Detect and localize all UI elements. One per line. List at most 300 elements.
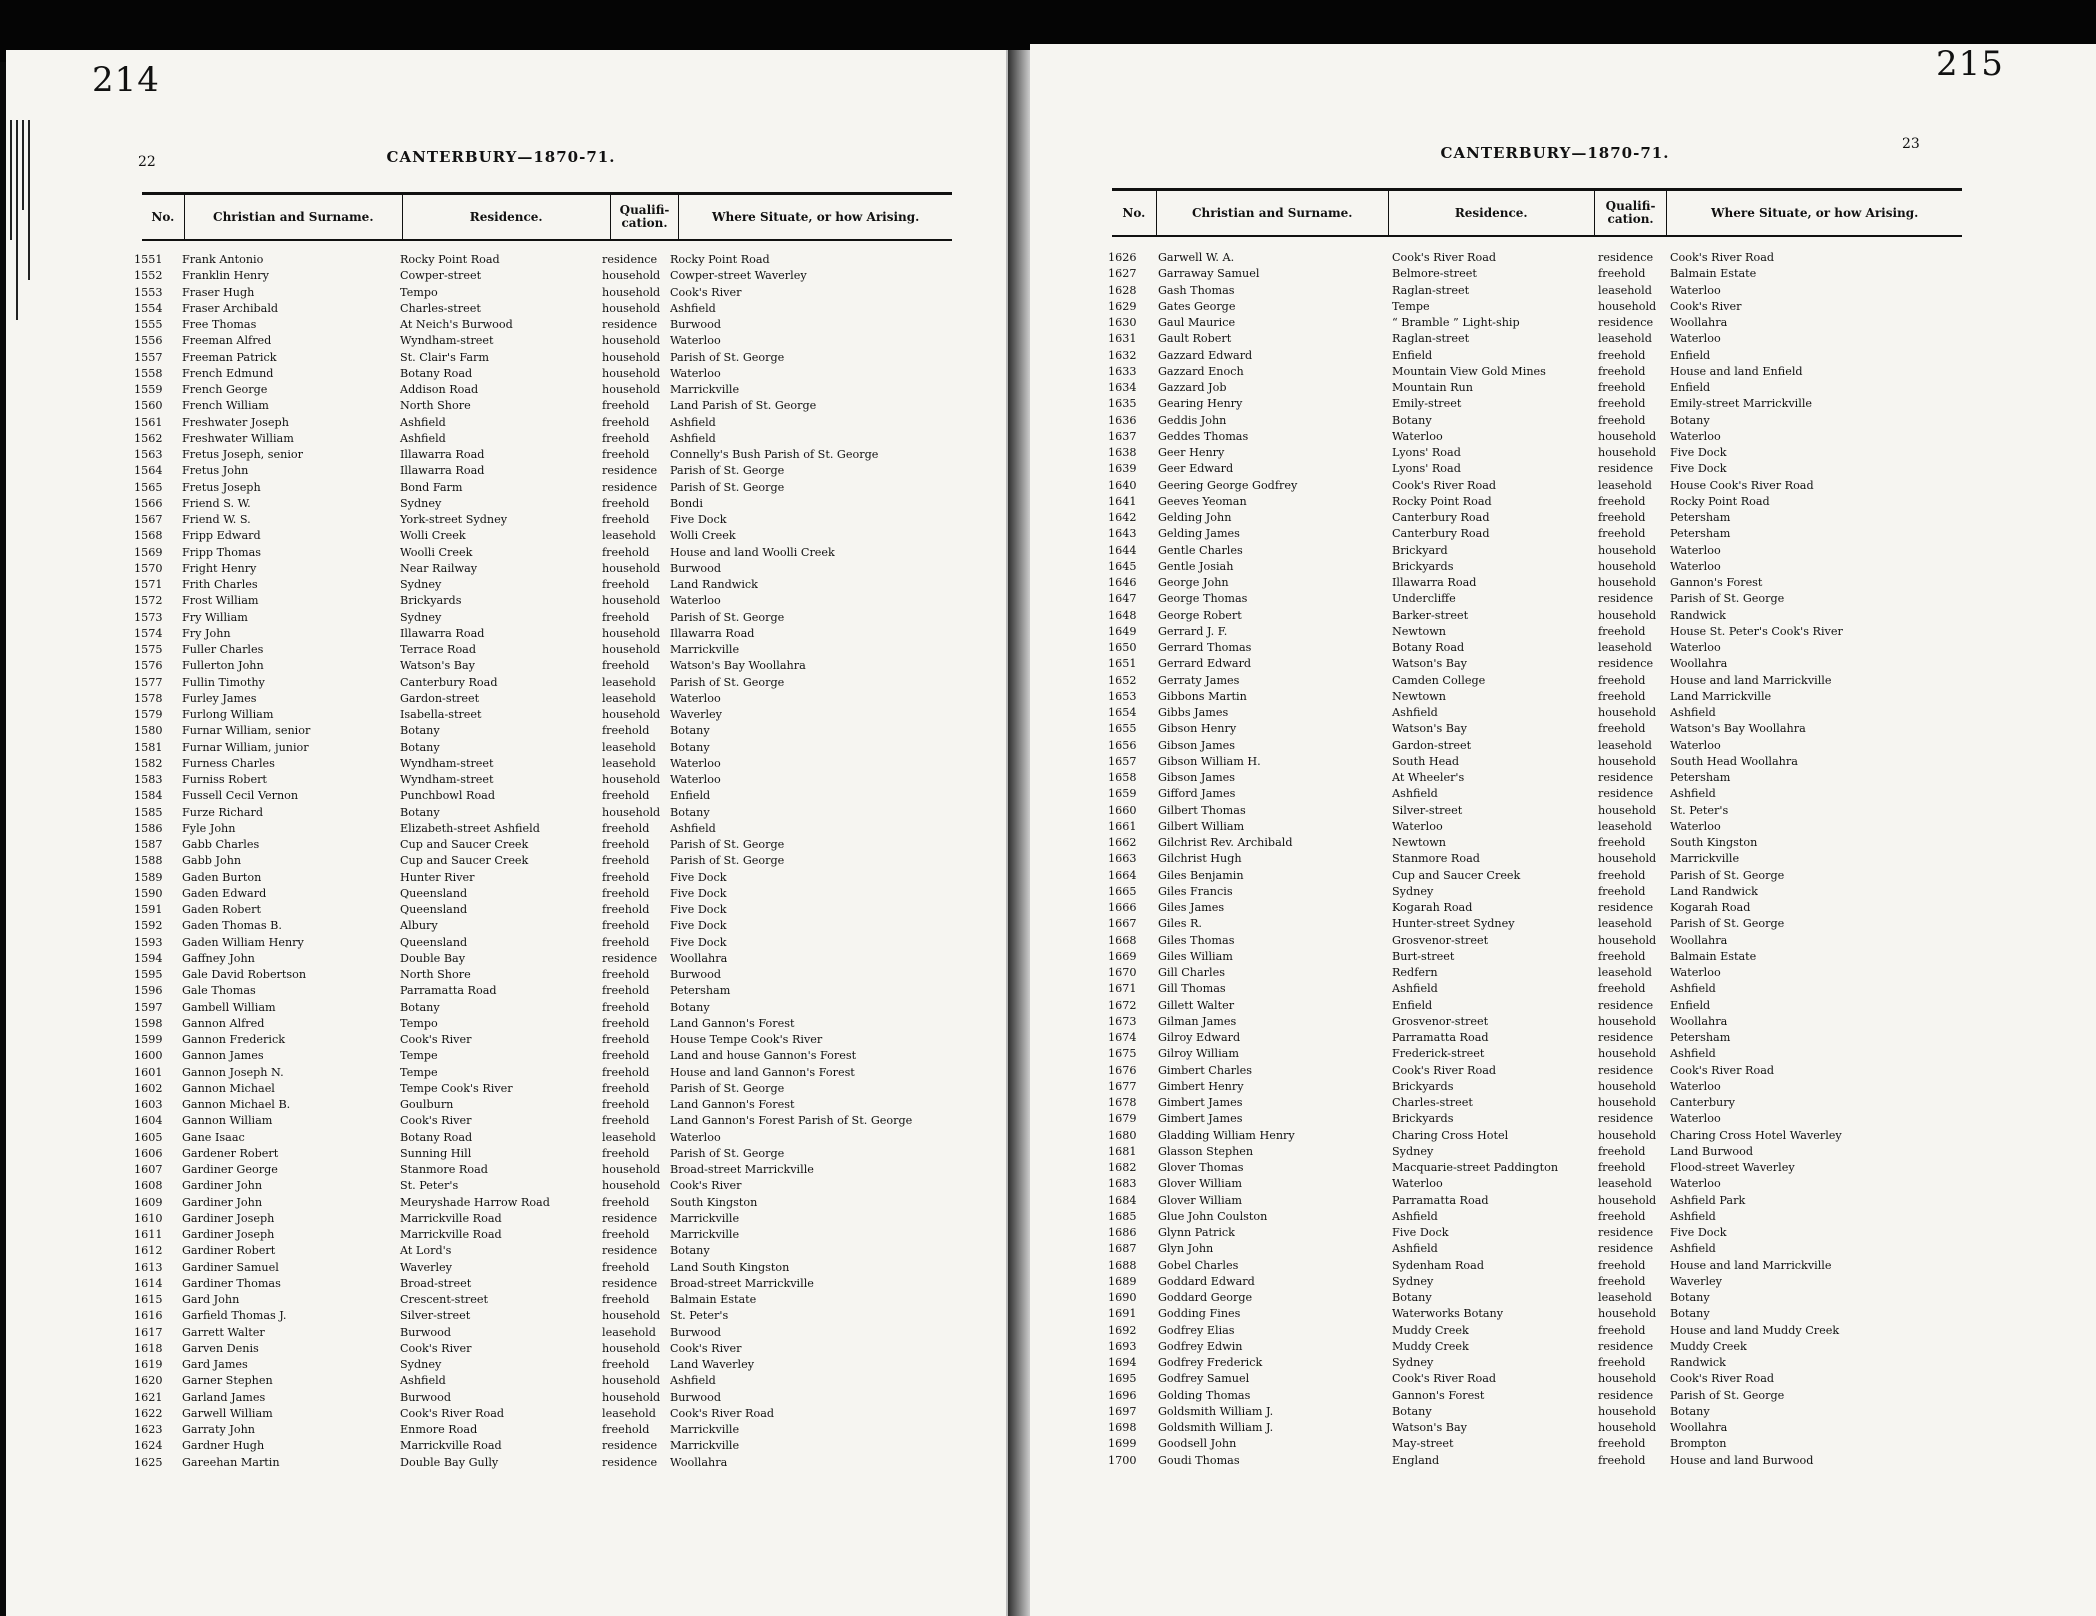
entry-where: Woollahra	[1670, 933, 1728, 947]
entry-residence: Newtown	[1392, 836, 1446, 849]
entry-name: Gilroy William	[1158, 1047, 1239, 1061]
header-where: Where Situate, or how Arising.	[1711, 205, 1919, 220]
entry-where: Petersham	[1670, 1031, 1731, 1044]
entry-number: 1645	[1108, 559, 1137, 573]
entry-where: Ashfield	[670, 431, 716, 445]
table-row	[1108, 299, 1970, 315]
entry-number: 1674	[1108, 1031, 1137, 1044]
entry-number: 1564	[134, 464, 163, 478]
entry-number: 1619	[134, 1358, 163, 1371]
entry-number: 1623	[134, 1423, 163, 1436]
entry-name: Gaffney John	[182, 951, 255, 965]
entry-name: Freeman Alfred	[182, 334, 272, 348]
table-row	[134, 252, 950, 268]
entry-number: 1679	[1108, 1112, 1137, 1126]
table-row	[134, 1357, 950, 1373]
table-row	[1108, 1128, 1970, 1144]
entry-qualification: household	[602, 594, 661, 608]
entry-name: Gardner Hugh	[182, 1439, 265, 1453]
entry-name: Frank Antonio	[182, 253, 264, 266]
entry-name: Fraser Hugh	[182, 285, 255, 299]
entry-residence: Enmore Road	[400, 1423, 478, 1436]
entry-name: Gaul Maurice	[1158, 316, 1236, 329]
table-row	[1108, 1258, 1970, 1274]
entry-number: 1680	[1108, 1128, 1137, 1142]
entry-residence: Waterloo	[1392, 1177, 1443, 1191]
entry-number: 1650	[1108, 641, 1137, 654]
entry-name: Gaden Robert	[182, 903, 261, 916]
table-row	[1108, 331, 1970, 347]
entry-residence: Parramatta Road	[1392, 1031, 1489, 1044]
entry-where: Ashfield	[1670, 1209, 1716, 1223]
entry-qualification: freehold	[1598, 1437, 1646, 1451]
entry-where: Randwick	[1670, 608, 1726, 622]
entry-name: Gannon Michael	[182, 1081, 275, 1095]
entry-name: Gates George	[1158, 299, 1236, 313]
entry-where: Marrickville	[1670, 852, 1740, 866]
table-row	[1108, 738, 1970, 754]
entry-name: Gobel Charles	[1158, 1258, 1239, 1272]
table-row	[1108, 315, 1970, 331]
entry-name: Gannon Joseph N.	[182, 1065, 284, 1079]
entry-residence: Watson's Bay	[1392, 1421, 1467, 1434]
entry-where: Charing Cross Hotel Waverley	[1670, 1128, 1842, 1142]
entry-qualification: freehold	[1598, 1161, 1646, 1174]
table-row	[1108, 283, 1970, 299]
entry-residence: Sunning Hill	[400, 1146, 472, 1160]
entry-name: Goudi Thomas	[1158, 1453, 1240, 1467]
entry-number: 1672	[1108, 998, 1137, 1012]
entry-where: St. Peter's	[1670, 803, 1729, 817]
entry-number: 1592	[134, 919, 163, 933]
entry-number: 1643	[1108, 527, 1137, 541]
entry-name: Godding Fines	[1158, 1307, 1241, 1321]
entry-number: 1601	[134, 1065, 163, 1079]
table-row	[134, 1406, 950, 1422]
entry-where: Broad-street Marrickville	[670, 1163, 814, 1176]
table-row	[1108, 689, 1970, 705]
entry-number: 1555	[134, 318, 163, 331]
entry-residence: North Shore	[400, 968, 471, 981]
entry-qualification: residence	[1598, 592, 1654, 606]
table-row	[134, 1178, 950, 1194]
entry-name: Gimbert Henry	[1158, 1079, 1244, 1093]
entry-where: Waterloo	[670, 334, 721, 348]
entry-name: Gilbert Thomas	[1158, 803, 1246, 817]
table-row	[1108, 998, 1970, 1014]
table-row	[1108, 624, 1970, 640]
entry-residence: Kogarah Road	[1392, 901, 1473, 914]
entry-qualification: freehold	[1598, 348, 1646, 362]
entry-qualification: freehold	[602, 431, 650, 445]
entry-where: Watson's Bay Woollahra	[670, 659, 806, 673]
entry-residence: Undercliffe	[1392, 592, 1456, 606]
table-row	[134, 610, 950, 626]
table-row	[134, 463, 950, 479]
entry-name: Gilchrist Rev. Archibald	[1158, 836, 1293, 849]
entry-name: Godfrey Frederick	[1158, 1356, 1263, 1369]
table-row	[134, 382, 950, 398]
table-row	[134, 1000, 950, 1016]
entry-qualification: residence	[1598, 998, 1654, 1012]
entry-where: Cook's River	[670, 285, 742, 299]
entry-number: 1597	[134, 1000, 163, 1014]
entry-qualification: freehold	[602, 1081, 650, 1095]
entry-where: House and land Woolli Creek	[670, 545, 835, 559]
table-row	[134, 642, 950, 658]
entry-where: Ashfield	[1670, 1047, 1716, 1061]
entry-name: Geer Henry	[1158, 446, 1225, 459]
table-row	[1108, 1160, 1970, 1176]
entry-residence: Brickyards	[400, 594, 462, 608]
table-row	[1108, 510, 1970, 526]
entry-number: 1602	[134, 1081, 163, 1095]
entry-name: Freshwater Joseph	[182, 415, 289, 429]
entry-name: Furley James	[182, 691, 257, 705]
entry-qualification: household	[1598, 852, 1657, 866]
table-row	[134, 333, 950, 349]
entry-residence: Queensland	[400, 903, 468, 916]
entry-residence: Sydenham Road	[1392, 1258, 1485, 1272]
entry-qualification: residence	[1598, 1031, 1654, 1044]
entry-where: Waterloo	[670, 691, 721, 705]
entry-residence: Ashfield	[1392, 706, 1438, 719]
entry-name: Garner Stephen	[182, 1374, 273, 1388]
entry-where: Woollahra	[1670, 316, 1728, 329]
entry-qualification: household	[1598, 803, 1657, 817]
entry-residence: Enfield	[1392, 998, 1433, 1012]
entry-qualification: residence	[1598, 1226, 1654, 1239]
table-header	[1112, 188, 1962, 237]
entry-where: Waterloo	[1670, 641, 1721, 654]
entry-name: Frith Charles	[182, 578, 258, 591]
entry-qualification: leasehold	[1598, 966, 1652, 979]
entry-residence: Albury	[400, 919, 438, 933]
entry-qualification: freehold	[602, 659, 650, 673]
entry-qualification: residence	[602, 253, 658, 266]
table-header	[142, 192, 952, 241]
entry-residence: At Wheeler's	[1392, 771, 1465, 784]
entry-where: Waterloo	[1670, 738, 1721, 752]
entry-residence: Cook's River	[400, 1033, 472, 1046]
entry-name: Gibbons Martin	[1158, 689, 1247, 703]
entry-residence: At Neich's Burwood	[400, 318, 513, 331]
entry-where: House and land Enfield	[1670, 364, 1803, 378]
entry-residence: Marrickville Road	[400, 1211, 502, 1225]
table-row	[1108, 1193, 1970, 1209]
entry-name: Gambell William	[182, 1000, 276, 1014]
entry-qualification: leasehold	[602, 691, 656, 705]
entry-number: 1678	[1108, 1096, 1137, 1109]
entry-where: House and land Marrickville	[1670, 1258, 1832, 1272]
entry-number: 1699	[1108, 1437, 1137, 1451]
page-edge-marks	[6, 120, 36, 360]
entry-where: Ashfield	[1670, 982, 1716, 996]
entry-number: 1642	[1108, 511, 1137, 524]
entry-qualification: freehold	[602, 1065, 650, 1079]
entry-residence: Illawarra Road	[1392, 576, 1477, 589]
entry-name: Fuller Charles	[182, 643, 264, 656]
entry-qualification: leasehold	[602, 675, 656, 689]
entry-number: 1617	[134, 1325, 163, 1339]
table-row	[134, 1048, 950, 1064]
entry-where: House and land Marrickville	[1670, 673, 1832, 687]
entry-residence: Charles-street	[1392, 1096, 1473, 1109]
entry-qualification: leasehold	[1598, 819, 1652, 833]
entry-qualification: freehold	[602, 724, 650, 738]
entry-residence: Waterloo	[1392, 819, 1443, 833]
entry-number: 1604	[134, 1114, 163, 1128]
entry-number: 1599	[134, 1033, 163, 1046]
entry-number: 1686	[1108, 1226, 1137, 1239]
entry-qualification: leasehold	[1598, 478, 1652, 492]
entry-number: 1682	[1108, 1161, 1137, 1174]
entry-qualification: freehold	[602, 838, 650, 851]
table-row	[1108, 526, 1970, 542]
entry-qualification: household	[602, 805, 661, 819]
table-row	[134, 772, 950, 788]
entry-residence: Terrace Road	[400, 643, 477, 656]
table-row	[1108, 1225, 1970, 1241]
entry-residence: Woolli Creek	[400, 545, 473, 559]
entry-qualification: household	[602, 773, 661, 786]
table-row	[1108, 1176, 1970, 1192]
entry-residence: Cook's River Road	[1392, 478, 1497, 492]
entry-qualification: household	[1598, 933, 1657, 947]
table-row	[1108, 494, 1970, 510]
entry-qualification: freehold	[602, 1293, 650, 1306]
entry-name: Gearing Henry	[1158, 397, 1243, 411]
entry-where: Land Marrickville	[1670, 689, 1772, 703]
entry-name: Gimbert Charles	[1158, 1063, 1253, 1077]
table-row	[134, 951, 950, 967]
entry-name: Giles R.	[1158, 917, 1202, 931]
table-row	[134, 1113, 950, 1129]
entry-name: Giles William	[1158, 949, 1233, 963]
entry-where: Botany	[670, 724, 710, 738]
entry-where: Ashfield	[670, 1374, 716, 1388]
entry-number: 1689	[1108, 1274, 1137, 1288]
entry-number: 1626	[1108, 251, 1137, 264]
table-row	[1108, 1355, 1970, 1371]
entry-number: 1692	[1108, 1323, 1137, 1337]
entry-qualification: household	[1598, 429, 1657, 443]
header-qualification: Qualifi-cation.	[1595, 191, 1668, 235]
entry-residence: Wyndham-street	[400, 756, 494, 770]
entry-number: 1559	[134, 383, 163, 396]
book-gutter	[1006, 50, 1030, 1616]
entry-name: Gardiner Robert	[182, 1244, 276, 1258]
entry-residence: Cup and Saucer Creek	[1392, 868, 1521, 882]
table-row	[1108, 981, 1970, 997]
entry-residence: Sydney	[1392, 1274, 1434, 1288]
entry-where: Waterloo	[670, 366, 721, 380]
table-row	[134, 1390, 950, 1406]
entry-where: Connelly's Bush Parish of St. George	[670, 448, 879, 461]
table-row	[134, 1341, 950, 1357]
entry-name: Friend S. W.	[182, 496, 251, 510]
table-row	[1108, 1274, 1970, 1290]
entry-name: Fullerton John	[182, 659, 264, 673]
entry-where: Gannon's Forest	[1670, 576, 1763, 589]
entry-where: Waterloo	[1670, 1177, 1721, 1191]
entry-where: Emily-street Marrickville	[1670, 397, 1813, 411]
entry-qualification: leasehold	[602, 1325, 656, 1339]
entry-residence: Botany Road	[400, 1130, 473, 1144]
entry-number: 1663	[1108, 852, 1137, 866]
entry-residence: Cook's River Road	[1392, 251, 1497, 264]
entry-where: Waterloo	[1670, 332, 1721, 346]
entry-residence: Waverley	[400, 1260, 453, 1274]
entry-qualification: freehold	[602, 1049, 650, 1063]
entry-where: Cowper-street Waverley	[670, 269, 807, 283]
entry-number: 1611	[134, 1228, 163, 1241]
table-row	[1108, 1095, 1970, 1111]
entry-where: Waverley	[1670, 1274, 1723, 1288]
entry-name: Gannon William	[182, 1114, 273, 1128]
entry-name: Giles Francis	[1158, 884, 1233, 898]
entry-name: Gazzard Enoch	[1158, 364, 1244, 378]
entry-qualification: leasehold	[1598, 1177, 1652, 1191]
table-row	[134, 1260, 950, 1276]
table-row	[1108, 608, 1970, 624]
entry-where: House and land Gannon's Forest	[670, 1065, 855, 1079]
entry-number: 1632	[1108, 348, 1137, 362]
entry-name: Glover William	[1158, 1193, 1242, 1207]
entry-where: Petersham	[1670, 527, 1731, 541]
entry-residence: Grosvenor-street	[1392, 933, 1489, 947]
entry-name: Gash Thomas	[1158, 283, 1235, 297]
entry-name: George John	[1158, 576, 1229, 589]
entry-residence: Mountain Run	[1392, 381, 1473, 394]
table-row	[1108, 1420, 1970, 1436]
entry-name: Gentle Charles	[1158, 543, 1243, 557]
entry-number: 1675	[1108, 1047, 1137, 1061]
entry-name: Gill Charles	[1158, 966, 1225, 979]
entry-where: Botany	[1670, 1404, 1710, 1418]
entry-name: George Thomas	[1158, 592, 1248, 606]
entry-where: Petersham	[1670, 511, 1731, 524]
entry-name: Geering George Godfrey	[1158, 478, 1298, 492]
entry-qualification: household	[1598, 754, 1657, 768]
entry-qualification: residence	[1598, 251, 1654, 264]
entry-number: 1567	[134, 513, 163, 526]
entry-where: Petersham	[670, 984, 731, 998]
table-row	[134, 1146, 950, 1162]
entry-number: 1598	[134, 1016, 163, 1030]
entry-where: Burwood	[670, 1325, 721, 1339]
entry-name: Gannon Alfred	[182, 1016, 265, 1030]
entry-number: 1627	[1108, 267, 1137, 281]
entry-residence: Stanmore Road	[1392, 852, 1480, 866]
entry-number: 1685	[1108, 1209, 1137, 1223]
table-row	[134, 528, 950, 544]
entry-residence: Brickyards	[1392, 1112, 1454, 1126]
entry-qualification: residence	[602, 1244, 658, 1258]
table-row	[1108, 1371, 1970, 1387]
entry-residence: Elizabeth-street Ashfield	[400, 821, 540, 835]
entry-number: 1629	[1108, 299, 1137, 313]
entry-name: Gibson James	[1158, 771, 1236, 784]
table-row	[1108, 1030, 1970, 1046]
entry-number: 1688	[1108, 1258, 1137, 1272]
entry-residence: Tempe	[1392, 299, 1430, 313]
entry-residence: Brickyards	[1392, 1079, 1454, 1093]
entry-residence: At Lord's	[400, 1244, 452, 1258]
entry-name: Gardiner John	[182, 1179, 263, 1193]
entry-qualification: household	[602, 285, 661, 299]
entry-number: 1588	[134, 854, 163, 868]
entry-name: Gilman James	[1158, 1014, 1237, 1028]
entry-number: 1583	[134, 773, 163, 786]
entry-name: Gardiner George	[182, 1163, 278, 1176]
entry-name: Gaden Edward	[182, 886, 267, 900]
entry-residence: Illawarra Road	[400, 448, 485, 461]
entry-qualification: freehold	[602, 1195, 650, 1209]
entry-residence: Grosvenor-street	[1392, 1014, 1489, 1028]
entry-number: 1639	[1108, 462, 1137, 476]
entry-where: Waterloo	[1670, 1079, 1721, 1093]
table-row	[1108, 1144, 1970, 1160]
entry-qualification: residence	[1598, 1388, 1654, 1402]
entry-number: 1635	[1108, 397, 1137, 411]
entry-residence: Bond Farm	[400, 480, 463, 494]
entry-name: Garfield Thomas J.	[182, 1309, 287, 1323]
entry-where: Land and house Gannon's Forest	[670, 1049, 857, 1063]
entry-name: Gazzard Edward	[1158, 348, 1253, 362]
entry-where: Brompton	[1670, 1437, 1727, 1451]
entry-qualification: freehold	[602, 854, 650, 868]
entry-number: 1625	[134, 1455, 163, 1469]
entry-residence: Mountain View Gold Mines	[1392, 364, 1546, 378]
entry-number: 1563	[134, 448, 163, 461]
entry-residence: Tempo	[400, 285, 438, 299]
entry-name: Fripp Edward	[182, 529, 261, 543]
entry-where: Land Randwick	[1670, 884, 1758, 898]
entry-qualification: household	[1598, 608, 1657, 622]
entry-residence: Barker-street	[1392, 608, 1469, 622]
entry-qualification: freehold	[1598, 1144, 1646, 1158]
table-row	[1108, 884, 1970, 900]
entry-where: Cook's River Road	[1670, 1372, 1775, 1386]
entry-name: Garrett Walter	[182, 1325, 265, 1339]
table-row	[1108, 835, 1970, 851]
entry-name: Fretus Joseph, senior	[182, 448, 304, 461]
entry-qualification: freehold	[1598, 1356, 1646, 1369]
entry-qualification: freehold	[602, 513, 650, 526]
entry-qualification: freehold	[1598, 1258, 1646, 1272]
entry-residence: Sydney	[400, 1358, 442, 1371]
entry-qualification: residence	[1598, 771, 1654, 784]
entry-name: Gill Thomas	[1158, 982, 1226, 996]
entry-number: 1652	[1108, 673, 1137, 687]
entry-name: Friend W. S.	[182, 513, 251, 526]
table-row	[134, 317, 950, 333]
entry-name: Goddard George	[1158, 1291, 1253, 1304]
entry-number: 1651	[1108, 657, 1137, 671]
entry-number: 1624	[134, 1439, 163, 1453]
table-row	[1108, 1404, 1970, 1420]
entry-number: 1575	[134, 643, 163, 656]
entry-qualification: leasehold	[602, 756, 656, 770]
entry-residence: Punchbowl Road	[400, 789, 496, 803]
entry-qualification: freehold	[602, 1358, 650, 1371]
entry-qualification: leasehold	[1598, 283, 1652, 297]
entry-where: South Kingston	[1670, 836, 1758, 849]
entry-where: Land Gannon's Forest Parish of St. George	[670, 1114, 913, 1128]
entry-qualification: residence	[1598, 1063, 1654, 1077]
entry-where: Five Dock	[670, 919, 727, 933]
